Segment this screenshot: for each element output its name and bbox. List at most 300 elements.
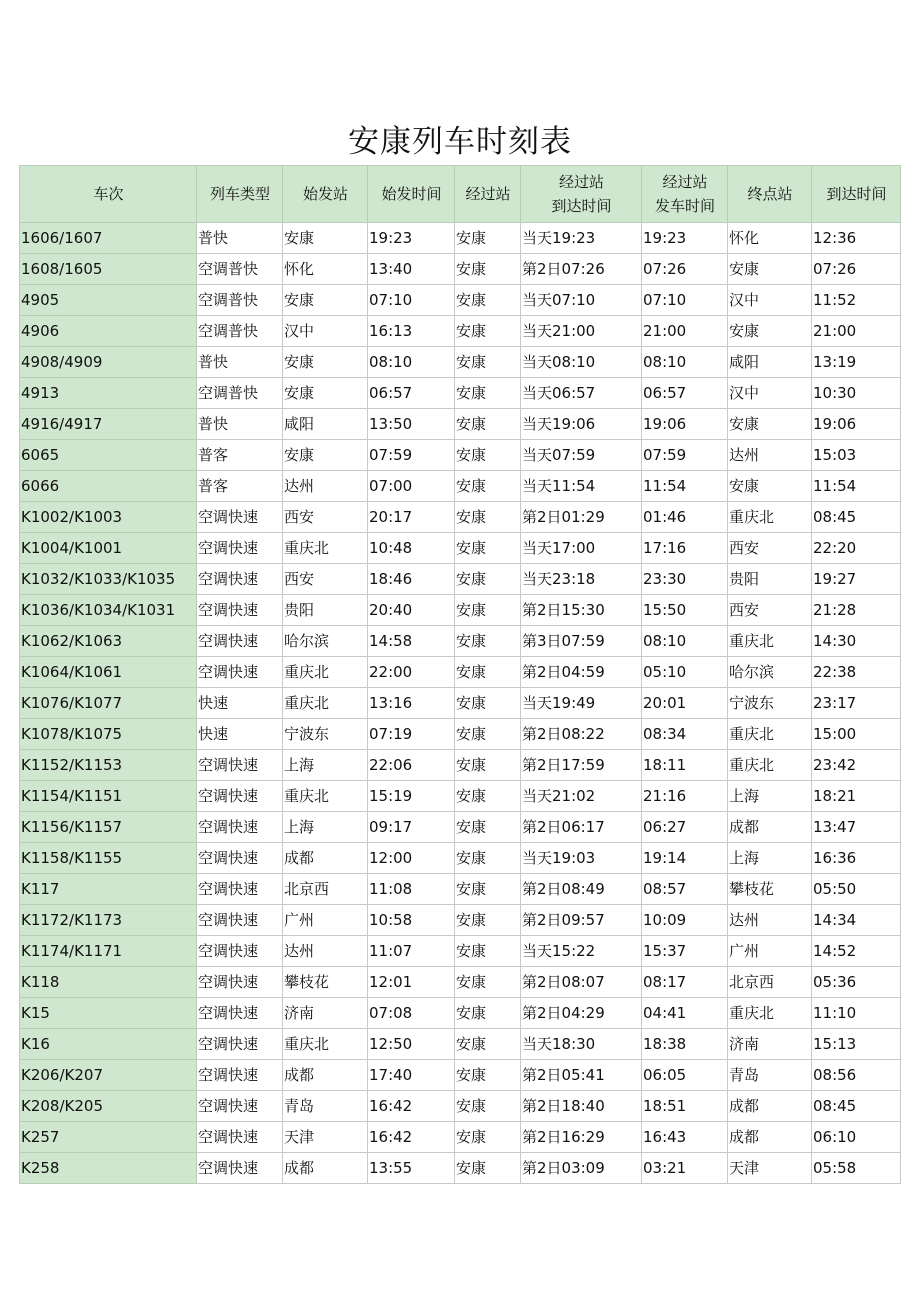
- cell-via-depart: 07:26: [642, 254, 728, 285]
- header-train-type: 列车类型: [197, 166, 283, 223]
- cell-train-no: 4916/4917: [20, 409, 197, 440]
- header-via-arrive: [521, 166, 642, 223]
- cell-train-type: 空调快速: [197, 967, 283, 998]
- cell-terminal: 哈尔滨: [728, 657, 812, 688]
- table-row: [20, 843, 901, 874]
- cell-arrive-time: 11:54: [812, 471, 901, 502]
- cell-via-depart: 23:30: [642, 564, 728, 595]
- cell-arrive-time: 19:27: [812, 564, 901, 595]
- cell-train-type: 空调快速: [197, 750, 283, 781]
- cell-via: 安康: [455, 843, 521, 874]
- table-row: [20, 1029, 901, 1060]
- table-row: [20, 533, 901, 564]
- cell-via: 安康: [455, 750, 521, 781]
- cell-train-type: 空调快速: [197, 1091, 283, 1122]
- cell-via-arrive: 当天23:18: [521, 564, 642, 595]
- table-row: [20, 595, 901, 626]
- cell-via: 安康: [455, 440, 521, 471]
- cell-via-depart: 06:57: [642, 378, 728, 409]
- cell-via-arrive: 第2日07:26: [521, 254, 642, 285]
- cell-via-arrive: 当天18:30: [521, 1029, 642, 1060]
- table-row: [20, 936, 901, 967]
- cell-arrive-time: 15:13: [812, 1029, 901, 1060]
- cell-via-depart: 01:46: [642, 502, 728, 533]
- table-row: [20, 378, 901, 409]
- cell-origin: 上海: [283, 812, 368, 843]
- cell-arrive-time: 22:38: [812, 657, 901, 688]
- cell-via-depart: 19:14: [642, 843, 728, 874]
- table-row: [20, 347, 901, 378]
- cell-terminal: 重庆北: [728, 719, 812, 750]
- cell-train-type: 空调快速: [197, 533, 283, 564]
- cell-terminal: 达州: [728, 905, 812, 936]
- cell-via-arrive: 第2日17:59: [521, 750, 642, 781]
- cell-train-no: 4906: [20, 316, 197, 347]
- cell-train-no: 4905: [20, 285, 197, 316]
- cell-via: 安康: [455, 471, 521, 502]
- cell-train-no: K1158/K1155: [20, 843, 197, 874]
- cell-origin: 安康: [283, 347, 368, 378]
- cell-terminal: 安康: [728, 471, 812, 502]
- table-row: [20, 812, 901, 843]
- cell-via-arrive: 当天19:03: [521, 843, 642, 874]
- cell-terminal: 广州: [728, 936, 812, 967]
- cell-arrive-time: 23:42: [812, 750, 901, 781]
- header-depart-time: 始发时间: [368, 166, 455, 223]
- cell-train-type: 空调快速: [197, 502, 283, 533]
- cell-via: 安康: [455, 998, 521, 1029]
- table-row: [20, 502, 901, 533]
- cell-via-depart: 11:54: [642, 471, 728, 502]
- cell-train-no: 6066: [20, 471, 197, 502]
- cell-depart-time: 07:08: [368, 998, 455, 1029]
- cell-via-arrive: 当天07:10: [521, 285, 642, 316]
- cell-origin: 达州: [283, 471, 368, 502]
- cell-via-arrive: 当天19:23: [521, 223, 642, 254]
- cell-depart-time: 16:42: [368, 1122, 455, 1153]
- cell-origin: 成都: [283, 843, 368, 874]
- cell-arrive-time: 19:06: [812, 409, 901, 440]
- cell-via-depart: 15:50: [642, 595, 728, 626]
- page-title: 安康列车时刻表: [348, 124, 572, 160]
- cell-arrive-time: 05:36: [812, 967, 901, 998]
- cell-train-type: 空调快速: [197, 812, 283, 843]
- cell-via: 安康: [455, 936, 521, 967]
- cell-depart-time: 08:10: [368, 347, 455, 378]
- cell-origin: 重庆北: [283, 657, 368, 688]
- cell-via-arrive: 第2日04:29: [521, 998, 642, 1029]
- table-row: [20, 657, 901, 688]
- cell-via-depart: 08:17: [642, 967, 728, 998]
- header-via-depart-line2: 发车时间: [654, 197, 715, 215]
- cell-train-type: 空调快速: [197, 843, 283, 874]
- cell-train-type: 空调普快: [197, 285, 283, 316]
- table-row: [20, 750, 901, 781]
- cell-via-depart: 19:23: [642, 223, 728, 254]
- cell-depart-time: 13:40: [368, 254, 455, 285]
- cell-train-no: K1002/K1003: [20, 502, 197, 533]
- cell-terminal: 怀化: [728, 223, 812, 254]
- cell-origin: 安康: [283, 285, 368, 316]
- cell-train-type: 普快: [197, 347, 283, 378]
- cell-train-type: 空调快速: [197, 1153, 283, 1184]
- cell-depart-time: 20:40: [368, 595, 455, 626]
- cell-terminal: 上海: [728, 781, 812, 812]
- cell-terminal: 成都: [728, 1091, 812, 1122]
- cell-terminal: 重庆北: [728, 626, 812, 657]
- header-via-arrive-line2: 到达时间: [551, 197, 612, 215]
- cell-via-arrive: 当天21:02: [521, 781, 642, 812]
- cell-train-no: K16: [20, 1029, 197, 1060]
- cell-origin: 汉中: [283, 316, 368, 347]
- cell-depart-time: 12:00: [368, 843, 455, 874]
- cell-depart-time: 17:40: [368, 1060, 455, 1091]
- cell-terminal: 成都: [728, 812, 812, 843]
- cell-train-type: 空调快速: [197, 781, 283, 812]
- cell-origin: 成都: [283, 1153, 368, 1184]
- cell-via-depart: 18:11: [642, 750, 728, 781]
- cell-via: 安康: [455, 781, 521, 812]
- table-row: [20, 874, 901, 905]
- cell-origin: 咸阳: [283, 409, 368, 440]
- table-row: [20, 254, 901, 285]
- table-row: [20, 905, 901, 936]
- cell-arrive-time: 13:19: [812, 347, 901, 378]
- cell-terminal: 汉中: [728, 285, 812, 316]
- cell-train-type: 空调快速: [197, 998, 283, 1029]
- cell-via: 安康: [455, 378, 521, 409]
- cell-train-type: 空调快速: [197, 1060, 283, 1091]
- cell-origin: 安康: [283, 440, 368, 471]
- cell-train-type: 快速: [197, 719, 283, 750]
- cell-via: 安康: [455, 564, 521, 595]
- cell-depart-time: 10:58: [368, 905, 455, 936]
- header-via-arrive-line1: 经过站: [558, 173, 604, 191]
- cell-depart-time: 22:06: [368, 750, 455, 781]
- cell-via: 安康: [455, 595, 521, 626]
- cell-via-depart: 03:21: [642, 1153, 728, 1184]
- cell-via-arrive: 当天06:57: [521, 378, 642, 409]
- cell-via-arrive: 当天17:00: [521, 533, 642, 564]
- cell-via-arrive: 第2日01:29: [521, 502, 642, 533]
- table-row: [20, 688, 901, 719]
- cell-arrive-time: 06:10: [812, 1122, 901, 1153]
- cell-origin: 安康: [283, 378, 368, 409]
- cell-arrive-time: 15:03: [812, 440, 901, 471]
- cell-via: 安康: [455, 1091, 521, 1122]
- cell-depart-time: 07:59: [368, 440, 455, 471]
- cell-via-depart: 07:59: [642, 440, 728, 471]
- table-row: [20, 564, 901, 595]
- cell-train-type: 空调快速: [197, 905, 283, 936]
- cell-origin: 达州: [283, 936, 368, 967]
- cell-via-depart: 08:34: [642, 719, 728, 750]
- cell-terminal: 青岛: [728, 1060, 812, 1091]
- cell-train-no: K206/K207: [20, 1060, 197, 1091]
- cell-terminal: 宁波东: [728, 688, 812, 719]
- cell-depart-time: 16:42: [368, 1091, 455, 1122]
- cell-terminal: 济南: [728, 1029, 812, 1060]
- table-row: [20, 781, 901, 812]
- table-row: [20, 967, 901, 998]
- cell-terminal: 安康: [728, 409, 812, 440]
- cell-via-arrive: 第2日08:22: [521, 719, 642, 750]
- cell-train-no: K1004/K1001: [20, 533, 197, 564]
- cell-origin: 西安: [283, 564, 368, 595]
- table-header-row: [20, 166, 901, 223]
- table-row: [20, 409, 901, 440]
- cell-train-type: 空调快速: [197, 657, 283, 688]
- cell-origin: 重庆北: [283, 781, 368, 812]
- cell-terminal: 安康: [728, 254, 812, 285]
- cell-depart-time: 13:55: [368, 1153, 455, 1184]
- cell-arrive-time: 11:52: [812, 285, 901, 316]
- cell-train-no: K257: [20, 1122, 197, 1153]
- cell-train-no: 4908/4909: [20, 347, 197, 378]
- cell-train-no: K1032/K1033/K1035: [20, 564, 197, 595]
- cell-origin: 西安: [283, 502, 368, 533]
- cell-train-no: K118: [20, 967, 197, 998]
- cell-train-no: K208/K205: [20, 1091, 197, 1122]
- cell-terminal: 重庆北: [728, 750, 812, 781]
- cell-train-no: K1156/K1157: [20, 812, 197, 843]
- table-row: [20, 1091, 901, 1122]
- table-row: [20, 719, 901, 750]
- cell-via: 安康: [455, 502, 521, 533]
- cell-via: 安康: [455, 1153, 521, 1184]
- cell-via-arrive: 当天08:10: [521, 347, 642, 378]
- cell-arrive-time: 22:20: [812, 533, 901, 564]
- cell-arrive-time: 08:45: [812, 1091, 901, 1122]
- cell-depart-time: 13:50: [368, 409, 455, 440]
- cell-origin: 怀化: [283, 254, 368, 285]
- cell-train-no: K117: [20, 874, 197, 905]
- cell-train-type: 普快: [197, 409, 283, 440]
- cell-via: 安康: [455, 812, 521, 843]
- cell-depart-time: 12:50: [368, 1029, 455, 1060]
- timetable-body: [20, 223, 901, 1184]
- cell-arrive-time: 14:34: [812, 905, 901, 936]
- cell-terminal: 北京西: [728, 967, 812, 998]
- cell-train-no: K1172/K1173: [20, 905, 197, 936]
- cell-origin: 济南: [283, 998, 368, 1029]
- cell-via: 安康: [455, 719, 521, 750]
- cell-arrive-time: 05:50: [812, 874, 901, 905]
- cell-depart-time: 07:00: [368, 471, 455, 502]
- cell-via: 安康: [455, 905, 521, 936]
- cell-via: 安康: [455, 1060, 521, 1091]
- cell-via-depart: 10:09: [642, 905, 728, 936]
- table-row: [20, 223, 901, 254]
- cell-origin: 天津: [283, 1122, 368, 1153]
- cell-via: 安康: [455, 626, 521, 657]
- cell-terminal: 天津: [728, 1153, 812, 1184]
- cell-terminal: 西安: [728, 533, 812, 564]
- cell-origin: 北京西: [283, 874, 368, 905]
- cell-via-depart: 15:37: [642, 936, 728, 967]
- table-row: [20, 471, 901, 502]
- cell-via-arrive: 第2日05:41: [521, 1060, 642, 1091]
- header-via: 经过站: [455, 166, 521, 223]
- table-row: [20, 1153, 901, 1184]
- cell-train-no: K1062/K1063: [20, 626, 197, 657]
- cell-via: 安康: [455, 1029, 521, 1060]
- cell-arrive-time: 05:58: [812, 1153, 901, 1184]
- cell-origin: 安康: [283, 223, 368, 254]
- cell-arrive-time: 08:56: [812, 1060, 901, 1091]
- cell-train-no: K1154/K1151: [20, 781, 197, 812]
- cell-depart-time: 10:48: [368, 533, 455, 564]
- cell-terminal: 上海: [728, 843, 812, 874]
- cell-depart-time: 12:01: [368, 967, 455, 998]
- cell-via-depart: 21:00: [642, 316, 728, 347]
- cell-via-arrive: 当天15:22: [521, 936, 642, 967]
- cell-terminal: 成都: [728, 1122, 812, 1153]
- cell-via: 安康: [455, 874, 521, 905]
- cell-arrive-time: 13:47: [812, 812, 901, 843]
- cell-arrive-time: 18:21: [812, 781, 901, 812]
- cell-train-type: 空调快速: [197, 595, 283, 626]
- cell-via-arrive: 第2日16:29: [521, 1122, 642, 1153]
- table-row: [20, 285, 901, 316]
- header-terminal: 终点站: [728, 166, 812, 223]
- cell-origin: 上海: [283, 750, 368, 781]
- cell-train-type: 空调快速: [197, 626, 283, 657]
- cell-via: 安康: [455, 688, 521, 719]
- cell-via-arrive: 第2日08:07: [521, 967, 642, 998]
- cell-train-no: 1608/1605: [20, 254, 197, 285]
- cell-via-depart: 18:38: [642, 1029, 728, 1060]
- cell-via: 安康: [455, 409, 521, 440]
- cell-arrive-time: 21:28: [812, 595, 901, 626]
- cell-train-no: K1152/K1153: [20, 750, 197, 781]
- cell-arrive-time: 15:00: [812, 719, 901, 750]
- cell-terminal: 重庆北: [728, 998, 812, 1029]
- cell-train-type: 空调普快: [197, 254, 283, 285]
- cell-train-no: K1174/K1171: [20, 936, 197, 967]
- cell-via-depart: 06:05: [642, 1060, 728, 1091]
- cell-origin: 重庆北: [283, 1029, 368, 1060]
- cell-arrive-time: 08:45: [812, 502, 901, 533]
- cell-train-type: 空调快速: [197, 1122, 283, 1153]
- cell-train-type: 空调快速: [197, 874, 283, 905]
- cell-train-no: 1606/1607: [20, 223, 197, 254]
- cell-arrive-time: 16:36: [812, 843, 901, 874]
- cell-terminal: 汉中: [728, 378, 812, 409]
- cell-origin: 宁波东: [283, 719, 368, 750]
- cell-arrive-time: 14:52: [812, 936, 901, 967]
- cell-train-type: 空调普快: [197, 316, 283, 347]
- cell-terminal: 攀枝花: [728, 874, 812, 905]
- cell-train-type: 普客: [197, 440, 283, 471]
- header-arrive-time: 到达时间: [812, 166, 901, 223]
- cell-train-no: K15: [20, 998, 197, 1029]
- cell-train-no: K1036/K1034/K1031: [20, 595, 197, 626]
- cell-via: 安康: [455, 657, 521, 688]
- cell-terminal: 贵阳: [728, 564, 812, 595]
- cell-via-arrive: 第3日07:59: [521, 626, 642, 657]
- table-row: [20, 1060, 901, 1091]
- cell-origin: 成都: [283, 1060, 368, 1091]
- cell-via-arrive: 第2日06:17: [521, 812, 642, 843]
- cell-depart-time: 20:17: [368, 502, 455, 533]
- cell-train-type: 空调快速: [197, 1029, 283, 1060]
- cell-depart-time: 11:08: [368, 874, 455, 905]
- cell-train-type: 空调快速: [197, 936, 283, 967]
- cell-terminal: 咸阳: [728, 347, 812, 378]
- cell-train-type: 快速: [197, 688, 283, 719]
- cell-terminal: 安康: [728, 316, 812, 347]
- table-row: [20, 998, 901, 1029]
- cell-terminal: 重庆北: [728, 502, 812, 533]
- cell-depart-time: 07:19: [368, 719, 455, 750]
- cell-via-depart: 08:57: [642, 874, 728, 905]
- cell-train-no: K258: [20, 1153, 197, 1184]
- cell-train-type: 普快: [197, 223, 283, 254]
- cell-arrive-time: 14:30: [812, 626, 901, 657]
- cell-origin: 青岛: [283, 1091, 368, 1122]
- cell-origin: 广州: [283, 905, 368, 936]
- cell-via-arrive: 第2日03:09: [521, 1153, 642, 1184]
- cell-depart-time: 15:19: [368, 781, 455, 812]
- cell-via: 安康: [455, 316, 521, 347]
- cell-train-no: K1076/K1077: [20, 688, 197, 719]
- cell-arrive-time: 23:17: [812, 688, 901, 719]
- cell-via-arrive: 第2日15:30: [521, 595, 642, 626]
- table-row: [20, 316, 901, 347]
- cell-via-arrive: 当天19:49: [521, 688, 642, 719]
- cell-via: 安康: [455, 254, 521, 285]
- cell-train-no: 6065: [20, 440, 197, 471]
- cell-via-depart: 07:10: [642, 285, 728, 316]
- cell-via-arrive: 当天21:00: [521, 316, 642, 347]
- cell-train-type: 普客: [197, 471, 283, 502]
- cell-via-depart: 20:01: [642, 688, 728, 719]
- header-train-no: 车次: [20, 166, 197, 223]
- header-origin: 始发站: [283, 166, 368, 223]
- cell-train-no: K1064/K1061: [20, 657, 197, 688]
- cell-arrive-time: 12:36: [812, 223, 901, 254]
- cell-via-arrive: 第2日09:57: [521, 905, 642, 936]
- cell-depart-time: 14:58: [368, 626, 455, 657]
- cell-via-depart: 17:16: [642, 533, 728, 564]
- cell-via-arrive: 第2日08:49: [521, 874, 642, 905]
- cell-depart-time: 22:00: [368, 657, 455, 688]
- cell-via-arrive: 第2日18:40: [521, 1091, 642, 1122]
- cell-via: 安康: [455, 223, 521, 254]
- cell-depart-time: 13:16: [368, 688, 455, 719]
- cell-via-depart: 08:10: [642, 626, 728, 657]
- cell-arrive-time: 10:30: [812, 378, 901, 409]
- cell-via-arrive: 当天07:59: [521, 440, 642, 471]
- cell-train-type: 空调普快: [197, 378, 283, 409]
- cell-via: 安康: [455, 967, 521, 998]
- cell-depart-time: 07:10: [368, 285, 455, 316]
- cell-origin: 贵阳: [283, 595, 368, 626]
- cell-depart-time: 09:17: [368, 812, 455, 843]
- table-row: [20, 440, 901, 471]
- cell-via-depart: 06:27: [642, 812, 728, 843]
- cell-arrive-time: 11:10: [812, 998, 901, 1029]
- cell-via-depart: 21:16: [642, 781, 728, 812]
- cell-via-arrive: 当天11:54: [521, 471, 642, 502]
- cell-depart-time: 06:57: [368, 378, 455, 409]
- cell-via-depart: 18:51: [642, 1091, 728, 1122]
- cell-depart-time: 11:07: [368, 936, 455, 967]
- cell-via: 安康: [455, 1122, 521, 1153]
- cell-terminal: 达州: [728, 440, 812, 471]
- cell-depart-time: 16:13: [368, 316, 455, 347]
